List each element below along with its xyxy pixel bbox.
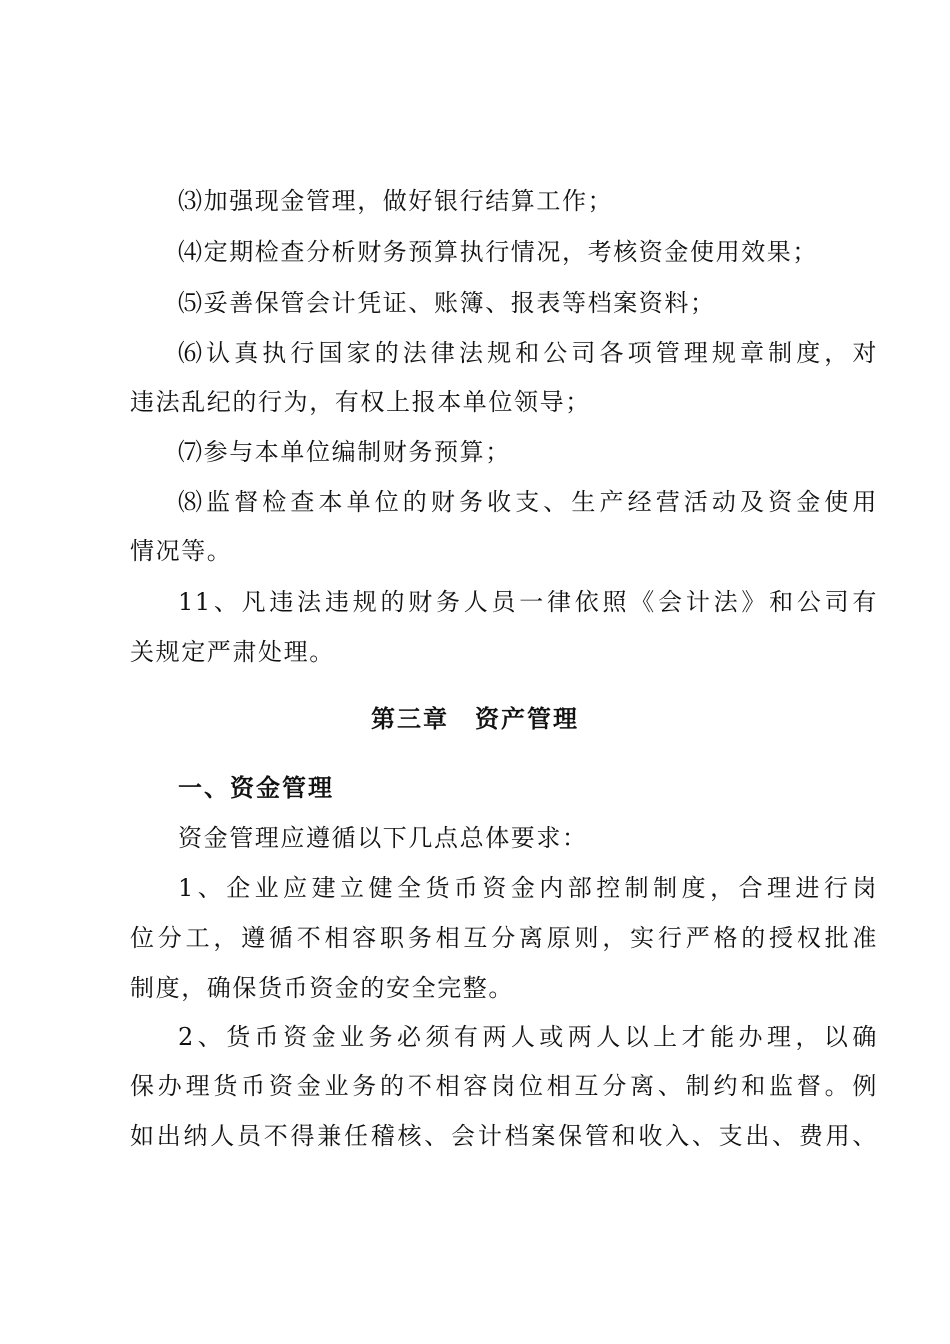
clause-11-line-2: 关规定严肃处理。 — [130, 638, 335, 666]
clause-11-line-1: 11、凡违法违规的财务人员一律依照《会计法》和公司有 — [178, 588, 878, 616]
item-8-line-1: ⑻监督检查本单位的财务收支、生产经营活动及资金使用 — [178, 488, 878, 516]
point-2-line-1: 2、货币资金业务必须有两人或两人以上才能办理，以确 — [178, 1023, 878, 1051]
item-6-line-1: ⑹认真执行国家的法律法规和公司各项管理规章制度，对 — [178, 339, 878, 367]
item-5-text: ⑸妥善保管会计凭证、账簿、报表等档案资料； — [178, 289, 716, 317]
intro-text: 资金管理应遵循以下几点总体要求： — [178, 824, 588, 852]
chapter-title: 第三章 资产管理 — [371, 704, 579, 733]
item-8-line-2: 情况等。 — [130, 537, 233, 565]
item-7-text: ⑺参与本单位编制财务预算； — [178, 438, 511, 466]
item-6-line-2: 违法乱纪的行为，有权上报本单位领导； — [130, 388, 591, 416]
item-4-text: ⑷定期检查分析财务预算执行情况，考核资金使用效果； — [178, 238, 818, 266]
point-2-line-3: 如出纳人员不得兼任稽核、会计档案保管和收入、支出、费用、 — [130, 1122, 878, 1150]
point-1-line-1: 1、企业应建立健全货币资金内部控制制度，合理进行岗 — [178, 874, 878, 902]
point-1-line-2: 位分工，遵循不相容职务相互分离原则，实行严格的授权批准 — [130, 924, 878, 952]
point-1-line-3: 制度，确保货币资金的安全完整。 — [130, 974, 514, 1002]
section-title: 一、资金管理 — [178, 773, 334, 802]
point-2-line-2: 保办理货币资金业务的不相容岗位相互分离、制约和监督。例 — [130, 1072, 878, 1100]
item-3-text: ⑶加强现金管理，做好银行结算工作； — [178, 187, 614, 215]
